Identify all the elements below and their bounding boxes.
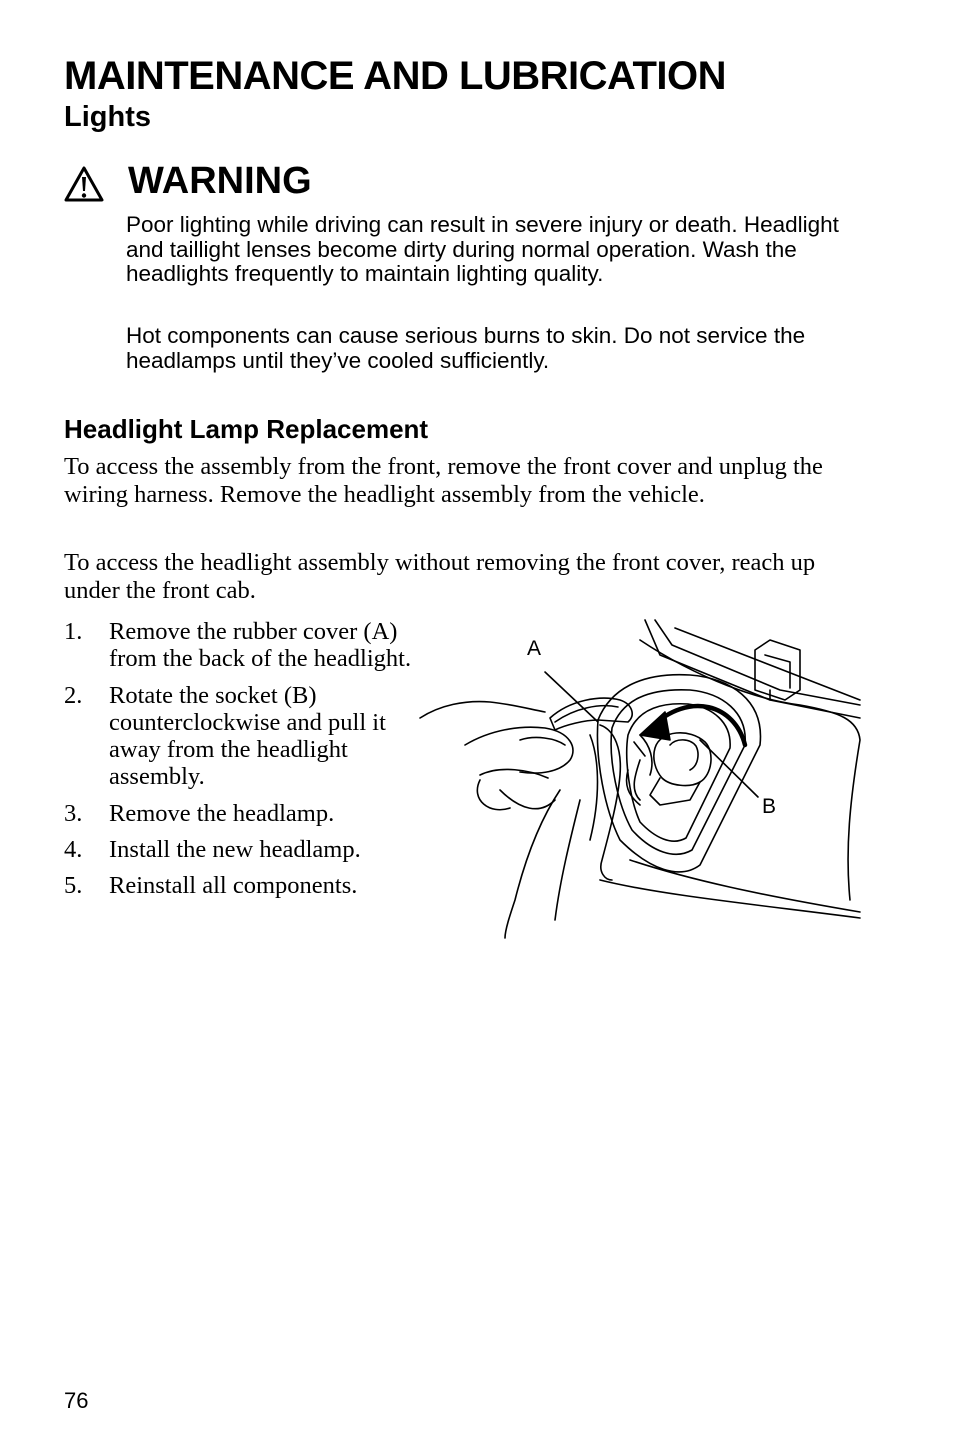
step-number: 4. [64, 836, 83, 864]
page-number: 76 [64, 1388, 89, 1413]
body-paragraph: To access the assembly from the front, remove the front cover and unplug the wiring harness. Remove the headlight assembly from the vehicle. [64, 453, 823, 508]
step-text: Remove the rubber cover (A) from the back of the headlight. [109, 618, 412, 673]
list-item [64, 618, 414, 673]
warning-heading: WARNING [128, 160, 312, 202]
chapter-title: MAINTENANCE AND LUBRICATION [64, 54, 727, 98]
step-number: 1. [64, 618, 83, 645]
figure-label-a: A [527, 637, 542, 660]
warning-paragraph: Poor lighting while driving can result in severe injury or death. Headlight and taillight lenses become dirty during normal operation. Wash the headlights frequently to maintain lighting quality. [126, 212, 839, 286]
body-paragraph: To access the headlight assembly without removing the front cover, reach up under the front cab. [64, 549, 816, 604]
section-title: Lights [64, 101, 151, 133]
list-item [64, 872, 414, 899]
step-number: 5. [64, 872, 83, 900]
figure-label-b: B [762, 795, 777, 818]
list-item [64, 800, 414, 827]
steps-list [64, 618, 414, 909]
warning-triangle-icon [64, 166, 104, 202]
list-item [64, 682, 414, 791]
step-text: Reinstall all components. [109, 872, 358, 900]
headlight-illustration [415, 615, 865, 945]
step-text: Rotate the socket (B) counterclockwise and pull it away from the headlight assembly. [109, 681, 386, 791]
list-item [64, 836, 414, 863]
warning-paragraph: Hot components can cause serious burns to skin. Do not service the headlamps until they’ve cooled sufficiently. [126, 323, 806, 373]
step-number: 3. [64, 799, 83, 827]
subsection-heading: Headlight Lamp Replacement [64, 414, 429, 444]
step-number: 2. [64, 681, 83, 709]
step-text: Install the new headlamp. [109, 836, 361, 864]
step-text: Remove the headlamp. [109, 799, 335, 827]
